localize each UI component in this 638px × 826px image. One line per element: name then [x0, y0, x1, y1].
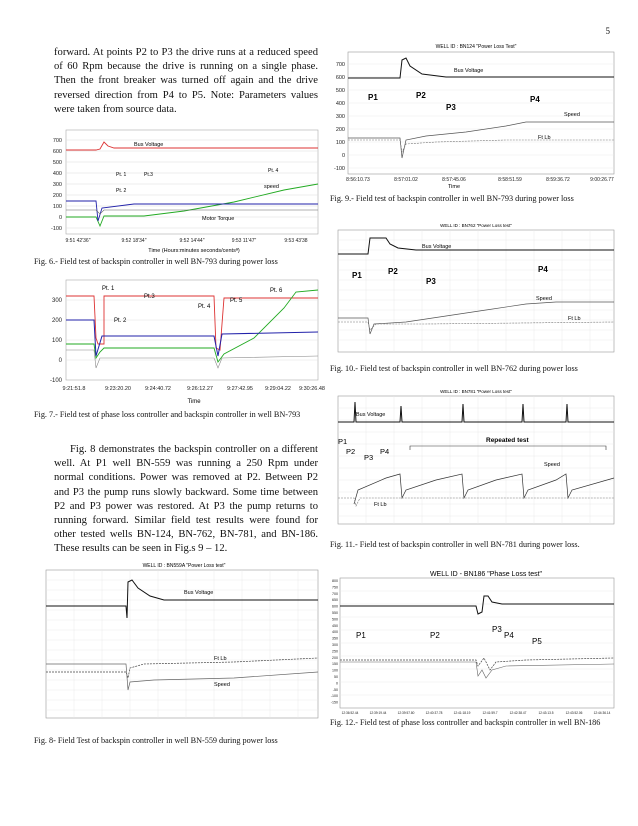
fig7-p6-label: Pt. 6 — [270, 288, 283, 294]
fig9-p4-label: P4 — [530, 95, 540, 104]
fig6-ytick: 500 — [52, 160, 62, 166]
fig12-title: WELL ID - BN186 "Phase Loss test" — [429, 571, 543, 578]
fig6-ytick: 0 — [58, 215, 62, 221]
fig6-ytick: 600 — [52, 149, 62, 155]
figure-8 — [34, 560, 322, 732]
fig6-ytick: -100 — [50, 226, 62, 232]
fig7-xtick: 9:24:40.72 — [145, 386, 171, 392]
fig12-xtick: 12:41:59.7 — [482, 711, 498, 715]
fig9-speed-label: Speed — [564, 112, 580, 118]
fig12-xtick: 12:44:36.14 — [593, 711, 611, 715]
fig12-ytick: 150 — [332, 662, 338, 667]
fig6-ytick: 700 — [52, 138, 62, 144]
fig12-ytick: 450 — [332, 623, 338, 628]
fig9-xtick: 9:00:26.77 — [590, 177, 614, 183]
fig8-speed-label: Speed — [214, 682, 230, 688]
figure-8-chart — [34, 560, 322, 732]
fig9-xtick: 8:56:10.73 — [346, 177, 370, 183]
fig12-ytick: 550 — [332, 611, 338, 615]
fig9-ytick: 700 — [335, 62, 345, 68]
fig7-p5-label: Pt. 5 — [230, 298, 243, 304]
fig10-caption: Fig. 10.- Field test of backspin controller in well BN-762 during power loss — [330, 364, 578, 373]
fig12-p5-label: P5 — [532, 637, 542, 646]
fig8-title: WELL ID : BN559A "Power Loss test" — [142, 563, 226, 569]
fig7-p4-label: Pt. 4 — [198, 304, 211, 310]
fig6-xtick: 9:52 18'34" — [121, 238, 147, 244]
figure-11 — [326, 386, 616, 534]
fig10-bus-label: Bus Voltage — [422, 244, 452, 250]
fig12-ytick: 300 — [332, 643, 338, 647]
fig12-xtick: 12:40:37.78 — [425, 711, 443, 715]
fig10-p1-label: P1 — [352, 271, 362, 280]
fig9-ytick: 300 — [335, 114, 345, 120]
fig6-ytick: 400 — [52, 171, 62, 177]
fig7-caption: Fig. 7.- Field test of phase loss controller and backspin controller in well BN-793 — [34, 410, 301, 419]
fig12-xtick: 12:43:52.06 — [565, 711, 583, 715]
fig12-ytick: 700 — [332, 591, 338, 596]
fig12-xtick: 12:39:19.44 — [369, 711, 387, 715]
fig12-ytick: -100 — [330, 694, 338, 699]
figure-12-chart — [326, 566, 616, 718]
fig12-ytick: 250 — [332, 649, 338, 654]
fig12-p2-label: P2 — [430, 631, 440, 640]
fig7-xtick: 9:26:12.27 — [187, 386, 213, 392]
fig9-xtick: 8:57:01.02 — [394, 177, 418, 183]
fig9-p1-label: P1 — [368, 93, 378, 102]
figure-9 — [326, 40, 616, 190]
fig9-ytick: 500 — [335, 88, 345, 94]
fig7-p3-label: Pt.3 — [144, 294, 155, 300]
figure-11-chart — [326, 386, 616, 534]
fig7-ytick: 0 — [58, 358, 62, 364]
fig7-xtick: 9:30:26.48 — [299, 386, 325, 392]
fig12-p4-label: P4 — [504, 631, 514, 640]
fig6-torque-label: Motor Torque — [202, 216, 235, 222]
fig6-ytick: 200 — [52, 193, 62, 199]
fig7-ytick: 100 — [51, 338, 62, 344]
fig6-speed-label: speed — [264, 184, 279, 190]
fig9-ytick: -100 — [333, 166, 345, 172]
fig12-ytick: -150 — [330, 700, 338, 705]
fig9-xlabel: Time — [447, 184, 461, 190]
fig11-p3-label: P3 — [364, 453, 374, 462]
fig10-ftlb-label: Ft Lb — [568, 316, 581, 322]
fig6-ytick: 100 — [52, 204, 62, 210]
fig12-ytick: 100 — [332, 668, 338, 673]
fig6-p4-label: Pt. 4 — [268, 168, 279, 174]
fig7-xlabel: Time — [187, 399, 201, 405]
fig6-ytick: 300 — [52, 182, 62, 188]
fig7-ytick: 300 — [51, 298, 62, 304]
fig7-ytick: 200 — [51, 318, 62, 324]
fig8-caption: Fig. 8- Field Test of backspin controller in well BN-559 during power loss — [34, 736, 278, 745]
fig7-xtick: 9:23:20.20 — [105, 386, 131, 392]
fig9-p3-label: P3 — [446, 103, 456, 112]
fig11-bus-label: Bus Voltage — [356, 412, 386, 418]
fig12-ytick: 400 — [332, 630, 338, 635]
fig9-p2-label: P2 — [416, 91, 426, 100]
fig12-ytick: 350 — [332, 636, 338, 641]
fig6-xlabel: Time (Hours:minutes seconds/centsª) — [148, 248, 240, 254]
fig12-caption: Fig. 12.- Field test of phase loss controller and backspin controller in well BN-186 — [330, 718, 601, 727]
fig9-xtick: 8:58:51.59 — [498, 177, 522, 183]
fig11-repeated-label: Repeated test — [486, 437, 529, 444]
fig9-ytick: 0 — [341, 153, 345, 159]
fig7-p1-label: Pt. 1 — [102, 286, 115, 292]
fig6-xtick: 9:52 14'44" — [179, 238, 205, 244]
fig10-p4-label: P4 — [538, 265, 548, 274]
figure-7 — [34, 278, 325, 410]
fig9-ytick: 200 — [335, 127, 345, 133]
fig12-xtick: 12:42:38.47 — [509, 711, 527, 715]
figure-6-chart — [34, 128, 322, 258]
fig10-title: WELL ID : BN762 "Power Loss test" — [440, 223, 512, 228]
fig11-p1-label: P1 — [338, 437, 348, 446]
fig12-ytick: 600 — [332, 604, 338, 609]
fig12-ytick: 50 — [334, 675, 338, 679]
fig11-speed-label: Speed — [544, 462, 560, 468]
fig9-xtick: 8:59:36.72 — [546, 177, 570, 183]
fig11-title: WELL ID : BN781 "Power Loss test" — [440, 389, 512, 394]
fig11-p4-label: P4 — [380, 447, 390, 456]
fig6-bus-label: Bus Voltage — [134, 142, 164, 148]
fig8-bus-label: Bus Voltage — [184, 590, 214, 596]
fig10-p3-label: P3 — [426, 277, 436, 286]
fig12-xtick: 12:43:13.5 — [538, 711, 554, 715]
fig12-ytick: 200 — [332, 655, 338, 660]
fig10-p2-label: P2 — [388, 267, 398, 276]
fig9-xtick: 8:57:45.06 — [442, 177, 466, 183]
fig11-caption: Fig. 11.- Field test of backspin controller in well BN-781 during power loss. — [330, 540, 580, 549]
fig12-p3-label: P3 — [492, 625, 502, 634]
body-paragraph-2: Fig. 8 demonstrates the backspin controller on a different well. At P1 well BN-559 was running a 250 Rpm under normal conditions. Power was removed at P2. Between P2 and P3 the pump runs slowly backward. Some time between P2 and P3 power was restored. At P3 the pump returns to running forward. Similar field test results were found for other tested wells BN-124, BN-762, BN-781, and BN-186. These results can be seen in Fig.s 9 – 12. — [54, 444, 318, 555]
fig12-ytick: 750 — [332, 585, 338, 590]
fig12-ytick: 500 — [332, 617, 338, 622]
fig9-ytick: 100 — [335, 140, 345, 146]
fig12-ytick: 650 — [332, 598, 338, 603]
fig12-p1-label: P1 — [356, 631, 366, 640]
fig6-p2-label: Pt. 2 — [116, 188, 127, 194]
fig11-ftlb-label: Ft Lb — [374, 502, 387, 508]
figure-10-chart — [326, 220, 616, 360]
fig7-xtick: 9:29:04.22 — [265, 386, 291, 392]
fig9-ytick: 400 — [335, 101, 345, 107]
fig10-speed-label: Speed — [536, 296, 552, 302]
body-paragraph-1: forward. At points P2 to P3 the drive runs at a reduced speed of 60 Rpm because the drive is running on a single phase. Then the front breaker was turned off again and the drive reversed direction from P4 to P5. Note: Parameters values were taken from source data. — [54, 47, 318, 115]
fig9-bus-label: Bus Voltage — [454, 68, 484, 74]
fig11-p2-label: P2 — [346, 447, 356, 456]
fig9-ytick: 600 — [335, 75, 345, 81]
fig12-ytick: 800 — [332, 579, 338, 583]
fig12-xtick: 12:36:52.44 — [341, 711, 359, 715]
fig6-p3-label: Pt.3 — [144, 172, 153, 178]
fig6-caption: Fig. 6.- Field test of backspin controller in well BN-793 during power loss — [34, 257, 278, 266]
fig7-p2-label: Pt. 2 — [114, 318, 127, 324]
fig8-ftlb-label: Ft Lb — [214, 656, 227, 662]
fig6-xtick: 9:53 11'47" — [231, 238, 257, 244]
fig7-ytick: -100 — [49, 378, 62, 384]
fig6-xtick: 9:53 43'38 — [284, 238, 308, 244]
fig12-ytick: 0 — [336, 681, 338, 686]
figure-9-chart — [326, 40, 616, 190]
fig7-xtick: 9:27:42.95 — [227, 386, 253, 392]
fig12-xtick: 12:41:18.19 — [453, 711, 471, 715]
fig6-xtick: 9:51 42'36" — [65, 238, 91, 244]
fig7-xtick: 9:21:51.8 — [62, 386, 86, 392]
fig9-ftlb-label: Ft Lb — [538, 135, 551, 141]
figure-6 — [34, 128, 322, 258]
fig12-xtick: 12:39:57.80 — [397, 711, 415, 715]
figure-10 — [326, 220, 616, 360]
fig6-p1-label: Pt. 1 — [116, 172, 127, 178]
fig12-ytick: -50 — [332, 687, 338, 692]
fig9-caption: Fig. 9.- Field test of backspin controller in well BN-793 during power loss — [330, 194, 574, 203]
fig9-title: WELL ID : BN124 "Power Loss Test" — [435, 44, 517, 50]
page-number: 5 — [605, 26, 610, 36]
figure-7-chart — [34, 278, 325, 410]
figure-12 — [326, 566, 616, 718]
